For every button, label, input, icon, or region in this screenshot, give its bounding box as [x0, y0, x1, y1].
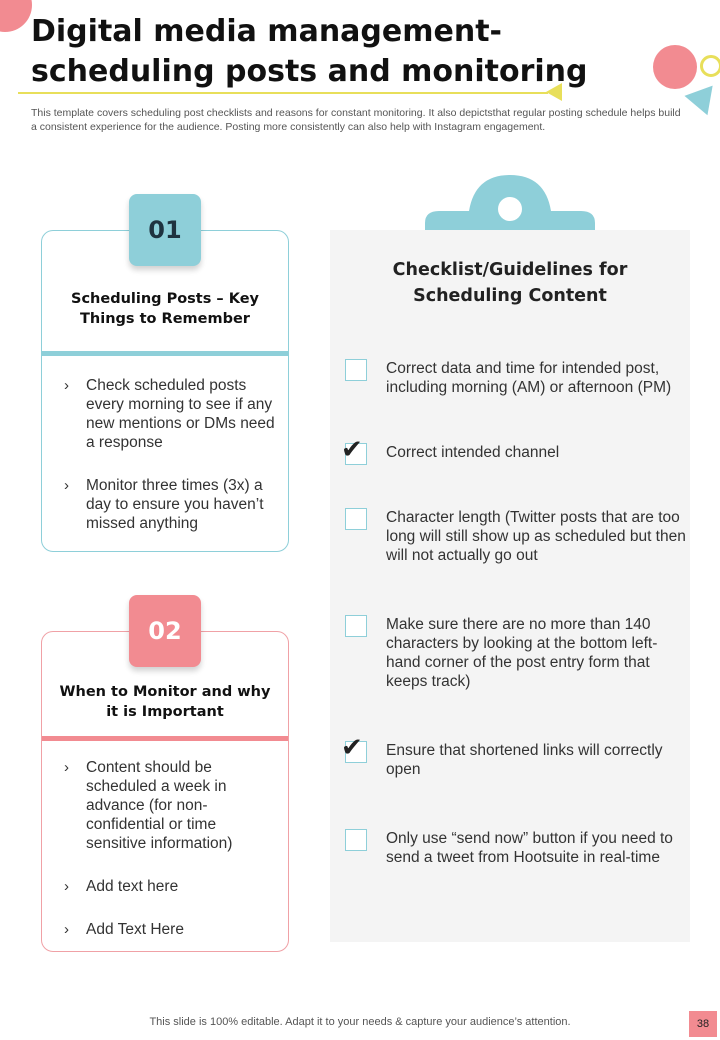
title-arrow-decoration	[546, 83, 562, 101]
card-number-badge: 02	[129, 595, 201, 667]
checkbox[interactable]	[345, 615, 367, 637]
checklist-title: Checklist/Guidelines for Scheduling Content	[392, 260, 628, 306]
pink-circle-decoration	[653, 45, 697, 89]
page-title: Digital media management-scheduling posts and monitoring	[31, 14, 588, 89]
checkmark-icon: ✔	[341, 435, 363, 465]
checklist-item-text: Correct data and time for intended post, including morning (AM) or afternoon (PM)	[386, 360, 672, 396]
list-item-text: Add text here	[86, 878, 179, 895]
checklist-item-text: Ensure that shortened links will correctly open	[386, 742, 663, 778]
list-item-text: Content should be scheduled a week in advance (for non-confidential or time sensitive information)	[86, 759, 233, 852]
list-item-text: Add Text Here	[86, 921, 184, 938]
card-heading: Scheduling Posts – Key Things to Remember	[71, 291, 259, 327]
footer-note: This slide is 100% editable. Adapt it to your needs & capture your audience’s attention.	[149, 1016, 571, 1028]
chevron-right-icon: ›	[64, 477, 69, 494]
checklist-item-text: Character length (Twitter posts that are too long will still show up as scheduled but then will not actually go out	[386, 509, 686, 564]
checkbox[interactable]	[345, 829, 367, 851]
corner-circle-decoration	[0, 0, 32, 32]
card-divider	[42, 351, 288, 356]
checklist-item-text: Correct intended channel	[386, 444, 560, 461]
checklist-item-text: Only use “send now” button if you need to send a tweet from Hootsuite in real-time	[386, 830, 673, 866]
card-number-badge: 01	[129, 194, 201, 266]
teal-triangle-decoration	[684, 86, 720, 121]
card-heading: When to Monitor and why it is Important	[59, 684, 271, 720]
list-item	[64, 920, 276, 939]
chevron-right-icon: ›	[64, 921, 69, 938]
card-bullet-list	[64, 758, 276, 963]
card-bullet-list	[64, 376, 276, 557]
card-divider	[42, 736, 288, 741]
list-item	[64, 758, 276, 853]
clipboard-clip-icon	[425, 175, 595, 235]
chevron-right-icon: ›	[64, 377, 69, 394]
card-when-to-monitor	[41, 617, 289, 952]
checkbox[interactable]	[345, 508, 367, 530]
chevron-right-icon: ›	[64, 759, 69, 776]
chevron-right-icon: ›	[64, 878, 69, 895]
card-scheduling-posts	[41, 216, 289, 552]
checklist-item-text: Make sure there are no more than 140 characters by looking at the bottom left-hand corner of the post entry form that keeps track)	[386, 616, 658, 690]
checkbox[interactable]	[345, 359, 367, 381]
list-item-text: Monitor three times (3x) a day to ensure you haven’t missed anything	[86, 477, 264, 532]
yellow-ring-decoration	[700, 55, 720, 77]
list-item-text: Check scheduled posts every morning to see if any new mentions or DMs need a response	[86, 377, 275, 451]
checkmark-icon: ✔	[341, 733, 363, 763]
list-item	[64, 376, 276, 452]
title-underline	[18, 92, 548, 94]
list-item	[64, 877, 276, 896]
intro-text: This template covers scheduling post checklists and reasons for constant monitoring. It also depictsthat regular posting schedule helps build a consistent experience for the audience. Posting more consistently can also help with Instagram engagement.	[31, 107, 681, 133]
list-item	[64, 476, 276, 533]
page-number: 38	[689, 1011, 717, 1037]
